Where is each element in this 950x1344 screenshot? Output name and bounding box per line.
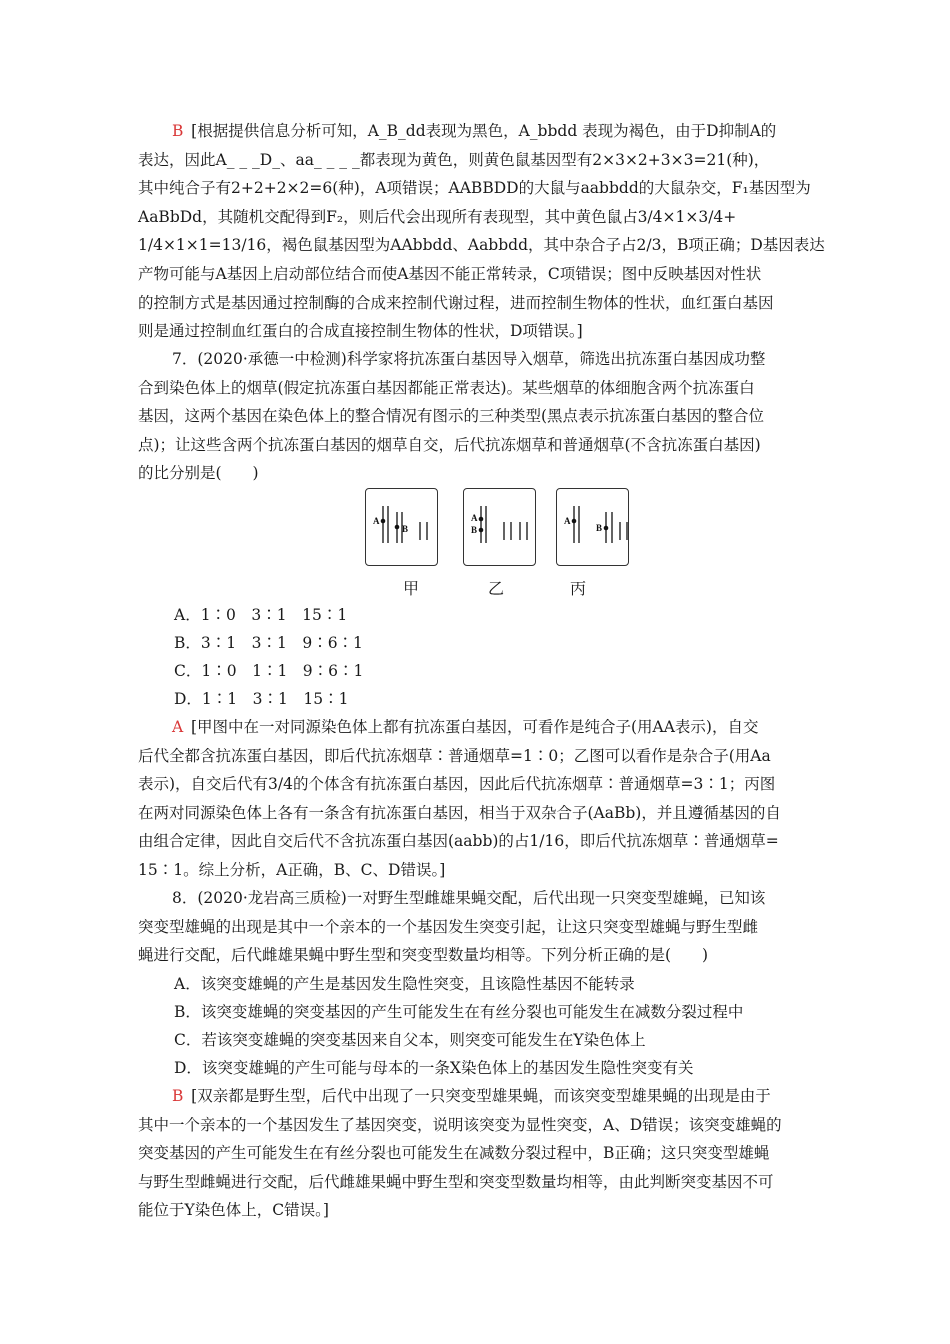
figure-caption-jia: 甲 [403, 579, 420, 598]
q7-option-a: A．1∶0 3∶1 15∶1 [174, 606, 348, 624]
q7-option-c: C．1∶0 1∶1 9∶6∶1 [174, 662, 364, 680]
q6-explanation-line: 1/4×1×1=13/16，褐色鼠基因型为AAbbdd、Aabbdd，其中杂合子占2/3，B项正确；D基因表达 [138, 236, 825, 255]
q7-answer-letter: A [172, 718, 184, 736]
q6-explanation-line: [根据提供信息分析可知，A_B_dd表现为黑色，A_bbdd 表现为褐色，由于D抑制A的 [191, 122, 777, 140]
q6-explanation-line: AaBbDd，其随机交配得到F₂，则后代会出现所有表现型，其中黄色鼠占3/4×1×3/4+ [138, 207, 737, 226]
q7-option-b: B．3∶1 3∶1 9∶6∶1 [174, 634, 363, 652]
q8-explanation-line: 突变基因的产生可能发生在有丝分裂也可能发生在减数分裂过程中，B正确；这只突变型雄蝇 [138, 1144, 770, 1163]
q8-option-b: B．该突变雄蝇的突变基因的产生可能发生在有丝分裂也可能发生在减数分裂过程中 [174, 1003, 744, 1021]
figure-jia [365, 488, 438, 566]
q6-explanation [138, 117, 825, 346]
q8-explanation-line: 能位于Y染色体上，C错误。] [138, 1201, 329, 1220]
gene-label-a: A [564, 516, 571, 526]
q8-option-c: C．若该突变雄蝇的突变基因来自父本，则突变可能发生在Y染色体上 [174, 1031, 646, 1049]
q6-explanation-line: 其中纯合子有2+2+2×2=6(种)，A项错误；AABBDD的大鼠与aabbdd的大鼠杂交，F₁基因型为 [138, 179, 811, 198]
q7-explanation-line: 在两对同源染色体上各有一条含有抗冻蛋白基因，相当于双杂合子(AaBb)，并且遵循基因的自 [138, 803, 781, 822]
chromosome-diagram-yi [464, 489, 537, 567]
q6-explanation-line: 则是通过控制血红蛋白的合成直接控制生物体的性状，D项错误。] [138, 322, 583, 341]
q7-stem-line: 基因，这两个基因在染色体上的整合情况有图示的三种类型(黑点表示抗冻蛋白基因的整合位 [138, 407, 765, 426]
q8-stem-line: 蝇进行交配，后代雌雄果蝇中野生型和突变型数量均相等。下列分析正确的是( ) [138, 946, 709, 965]
chromosome-diagram-jia [366, 489, 439, 567]
q8-explanation-line: 与野生型雌蝇进行交配，后代雌雄果蝇中野生型和突变型数量均相等，由此判断突变基因不可 [138, 1172, 774, 1191]
gene-label-b: B [596, 523, 603, 533]
q6-explanation-line: 的控制方式是基因通过控制酶的合成来控制代谢过程，进而控制生物体的性状，血红蛋白基因 [138, 293, 774, 312]
gene-label-b: B [471, 525, 478, 535]
q8-explanation-line: 其中一个亲本的一个基因发生了基因突变，说明该突变为显性突变，A、D错误；该突变雄蝇的 [138, 1115, 782, 1134]
q7-stem-line: 的比分别是( ) [138, 464, 259, 483]
gene-label-a: A [373, 516, 380, 526]
figure-caption-bing: 丙 [570, 579, 587, 598]
q7-option-d: D．1∶1 3∶1 15∶1 [174, 690, 349, 708]
chromosome-diagram-bing [557, 489, 630, 567]
q8-option-d: D．该突变雄蝇的产生可能与母本的一条X染色体上的基因发生隐性突变有关 [174, 1059, 694, 1077]
figure-yi [463, 488, 536, 566]
q8-explanation [138, 1082, 818, 1225]
q7-explanation-line: 表示)，自交后代有3/4的个体含有抗冻蛋白基因，因此后代抗冻烟草∶普通烟草=3∶1；丙图 [138, 775, 776, 794]
q8-explanation-line: [双亲都是野生型，后代中出现了一只突变型雄果蝇，而该突变型雄果蝇的出现是由于 [191, 1087, 771, 1105]
q7-explanation-line: 由组合定律，因此自交后代不含抗冻蛋白基因(aabb)的占1/16，即后代抗冻烟草∶普通烟草= [138, 832, 779, 851]
q7-explanation-line: 15∶1。综上分析，A正确，B、C、D错误。] [138, 860, 446, 879]
q6-answer-letter: B [172, 122, 184, 140]
q7-explanation-line: 后代全都含抗冻蛋白基因，即后代抗冻烟草∶普通烟草=1∶0；乙图可以看作是杂合子(用Aa [138, 746, 771, 765]
q7-explanation-line: [甲图中在一对同源染色体上都有抗冻蛋白基因，可看作是纯合子(用AA表示)，自交 [190, 718, 759, 736]
q6-explanation-line: 表达，因此A_ _ _D_、aa_ _ _ _都表现为黄色，则黄色鼠基因型有2×3×2+3×3=21(种)， [138, 150, 770, 169]
q7-stem-line: 7．(2020·承德一中检测)科学家将抗冻蛋白基因导入烟草，筛选出抗冻蛋白基因成功整 [172, 350, 766, 368]
q8-stem-line: 8．(2020·龙岩高三质检)一对野生型雌雄果蝇交配，后代出现一只突变型雄蝇，已知该 [172, 889, 766, 907]
q8-stem [138, 884, 818, 970]
figure-bing [556, 488, 629, 566]
gene-label-b: B [402, 524, 409, 534]
q8-option-a: A．该突变雄蝇的产生是基因发生隐性突变，且该隐性基因不能转录 [174, 975, 635, 993]
q8-stem-line: 突变型雄蝇的出现是其中一个亲本的一个基因发生突变引起，让这只突变型雄蝇与野生型雌 [138, 917, 759, 936]
q6-explanation-line: 产物可能与A基因上启动部位结合而使A基因不能正常转录，C项错误；图中反映基因对性状 [138, 264, 762, 283]
q7-stem-line: 点)；让这些含两个抗冻蛋白基因的烟草自交，后代抗冻烟草和普通烟草(不含抗冻蛋白基因) [138, 435, 761, 454]
gene-label-a: A [471, 513, 478, 523]
q7-stem-line: 合到染色体上的烟草(假定抗冻蛋白基因都能正常表达)。某些烟草的体细胞含两个抗冻蛋白 [138, 378, 755, 397]
q7-explanation [138, 713, 818, 885]
q7-stem [138, 345, 818, 488]
figure-caption-yi: 乙 [488, 579, 505, 598]
q8-answer-letter: B [172, 1087, 184, 1105]
